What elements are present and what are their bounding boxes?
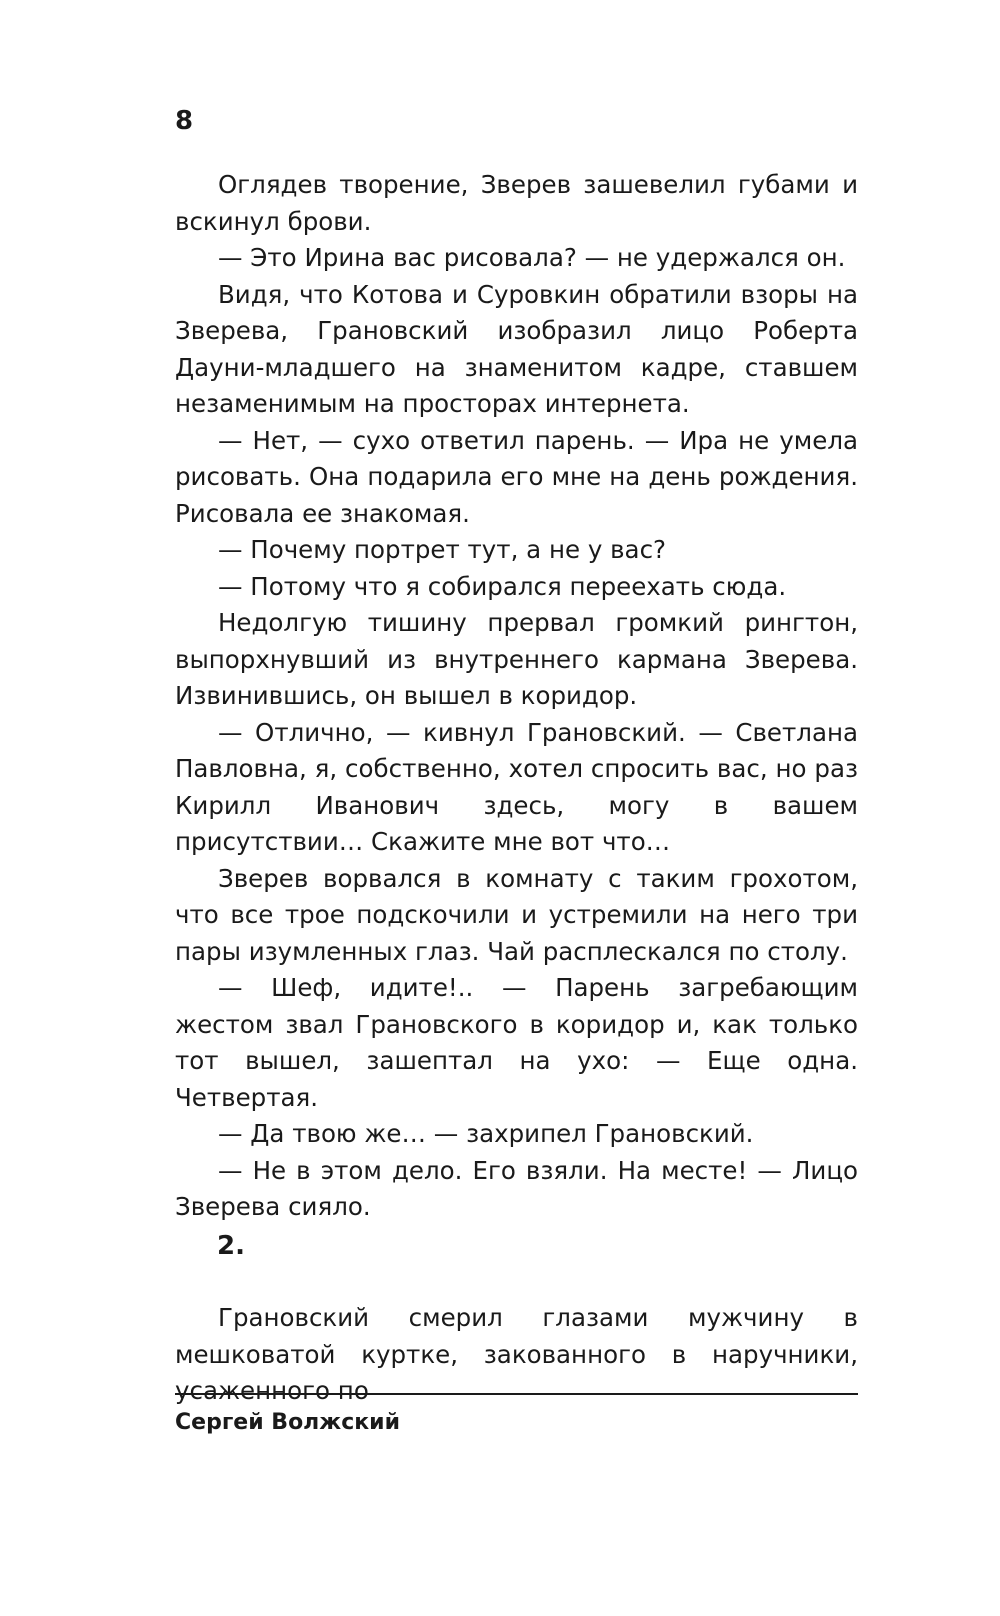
page-number: 8 [175,106,194,136]
paragraph: — Да твою же… — захрипел Грановский. [218,1119,754,1148]
footer-divider [175,1393,858,1395]
body-text [175,167,858,1226]
footer-author: Сергей Волжский [175,1410,400,1435]
paragraph: — Шеф, идите!.. — Парень загребающим жестом звал Грановского в коридор и, как только тот вышел, зашептал на ухо: — Еще одна. Четвертая. [175,973,858,1112]
paragraph: — Почему портрет тут, а не у вас? [218,535,667,564]
paragraph: Оглядев творение, Зверев зашевелил губами и вскинул брови. [175,170,858,236]
paragraph: Зверев ворвался в комнату с таким грохотом, что все трое подскочили и устремили на него три пары изумленных глаз. Чай расплескался по столу. [175,863,858,966]
paragraph: — Не в этом дело. Его взяли. На месте! — Лицо Зверева сияло. [175,1155,858,1221]
paragraph: Недолгую тишину прервал громкий рингтон, выпорхнувший из внутреннего кармана Зверева. Извинившись, он вышел в коридор. [175,608,858,710]
paragraph: — Нет, — сухо ответил парень. — Ира не умела рисовать. Она подарила его мне на день рождения. Рисовала ее знакомая. [175,425,858,528]
paragraph: — Отлично, — кивнул Грановский. — Светлана Павловна, я, собственно, хотел спросить вас, но раз Кирилл Иванович здесь, могу в вашем присутствии… Скажите мне вот что… [175,717,858,856]
paragraph: Грановский смерил глазами мужчину в мешковатой куртке, закованного в наручники, усаженного по [175,1303,858,1405]
paragraph: Видя, что Котова и Суровкин обратили взоры на Зверева, Грановский изобразил лицо Роберта Дауни-младшего на знаменитом кадре, ставшем незаменимым на просторах интернета. [175,279,858,418]
paragraph: — Потому что я собирался переехать сюда. [218,571,787,601]
paragraph: — Это Ирина вас рисовала? — не удержался он. [218,243,846,272]
section-heading: 2. [217,1231,245,1261]
